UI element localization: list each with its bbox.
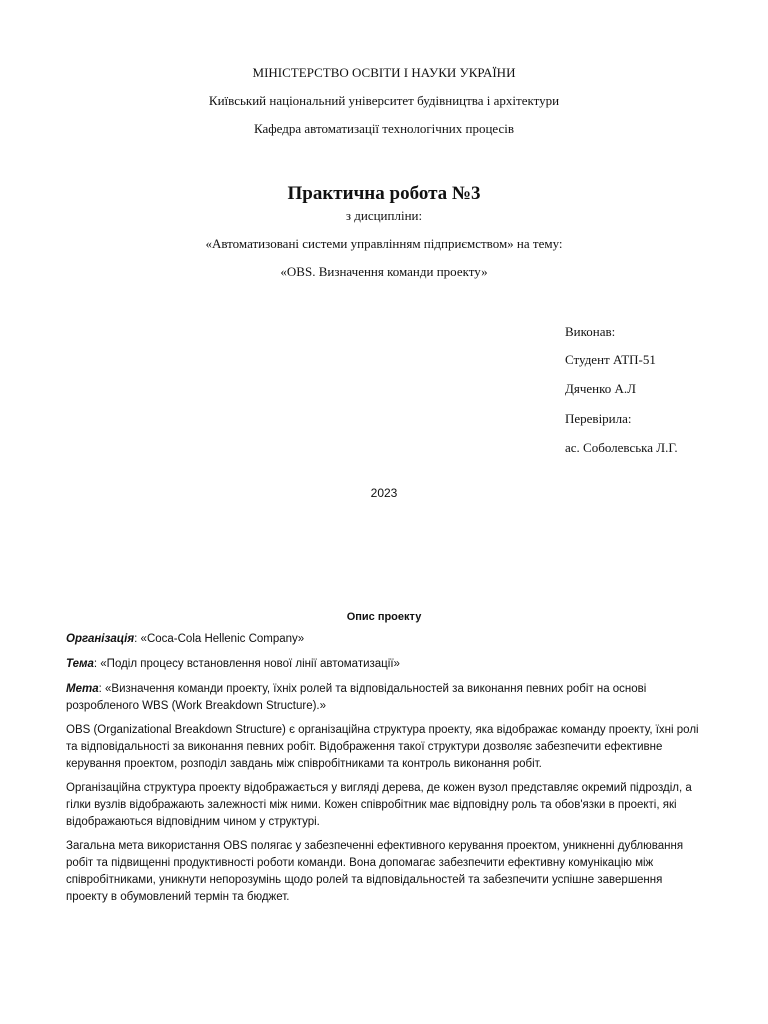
obs-definition-paragraph: OBS (Organizational Breakdown Structure) є організаційна структура проекту, яка відображає команду проекту, їхні ролі та відповідальності за виконання певних робіт. Відображення такої структури дозволяє забезпечити ефективне керування проектом, розподіл завдань між співробітниками та контроль виконання робіт.	[66, 724, 699, 770]
organization-value: : «Coca-Cola Hellenic Company»	[134, 633, 305, 645]
document-title: Практична робота №3	[287, 183, 481, 204]
goal-value: : «Визначення команди проекту, їхніх ролей та відповідальностей за виконання певних робіт на основі розробленого WBS (Work Breakdown Structure).»	[66, 683, 647, 712]
obs-goal-paragraph: Загальна мета використання OBS полягає у забезпеченні ефективного керування проектом, уникненні дублювання робіт та підвищенні продуктивності роботи команди. Вона допомагає забезпечити ефективну комунікацію між співробітниками, уникнути непорозумінь щодо ролей та відповідальностей та забезпечити успішне завершення проекту в обумовлений термін та бюджет.	[66, 840, 684, 903]
document-year: 2023	[370, 486, 398, 500]
organization-label: Організація	[66, 633, 135, 645]
discipline-name: «Автоматизовані системи управлінням підприємством» на тему:	[205, 236, 563, 251]
goal-paragraph	[66, 681, 706, 715]
checked-label: Перевірила:	[565, 411, 632, 426]
topic-value: : «Поділ процесу встановлення нової лінії автоматизації»	[93, 658, 400, 670]
goal-label: Мета	[66, 683, 99, 695]
discipline-prefix: з дисципліни:	[345, 208, 423, 223]
performed-label: Виконав:	[565, 324, 616, 339]
topic-label: Тема	[66, 658, 94, 670]
organization-line	[66, 631, 706, 648]
university-name: Київський національний університет будівництва і архітектури	[208, 93, 560, 108]
section-heading: Опис проекту	[346, 611, 422, 623]
department-name: Кафедра автоматизації технологічних процесів	[253, 121, 515, 136]
checker-name: ас. Соболевська Л.Г.	[565, 440, 678, 455]
topic-line	[66, 656, 706, 673]
work-topic: «OBS. Визначення команди проекту»	[280, 264, 488, 279]
obs-structure-paragraph: Організаційна структура проекту відображається у вигляді дерева, де кожен вузол представляє окремий підрозділ, а гілки вузлів відображають залежності між ними. Кожен співробітник має відповідну роль та обов'язки в проекті, які відображаються відповідним чином у структурі.	[66, 782, 692, 828]
ministry-name: МІНІСТЕРСТВО ОСВІТИ І НАУКИ УКРАЇНИ	[252, 65, 516, 80]
student-group: Студент АТП-51	[565, 352, 656, 367]
student-name: Дяченко А.Л	[565, 381, 636, 396]
